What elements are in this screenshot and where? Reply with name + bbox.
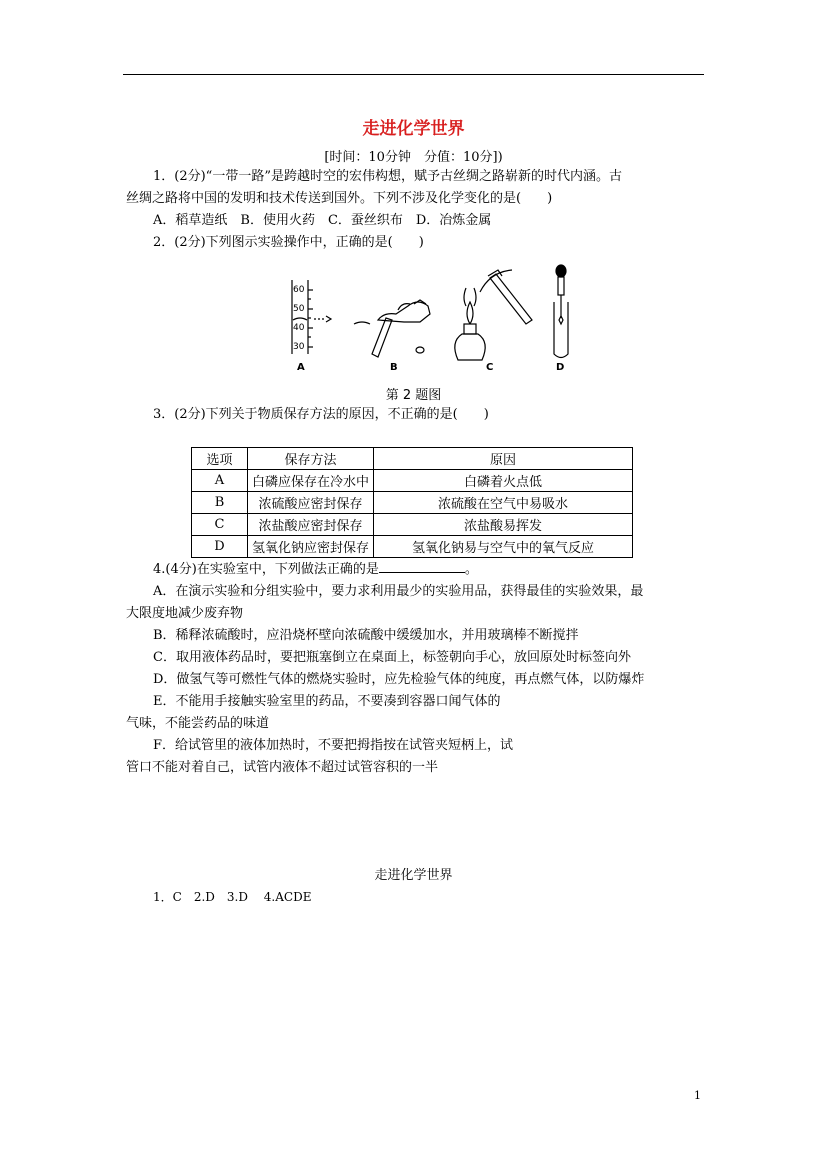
table-cell: 浓硫酸在空气中易吸水 [374, 492, 633, 514]
alcohol-lamp-drawing [455, 270, 532, 360]
table-cell: 白磷应保存在冷水中 [248, 470, 374, 492]
tick-60: 60 [293, 285, 305, 295]
q4-stem-text: 4.(4分)在实验室中，下列做法正确的是 [153, 562, 379, 577]
table-cell: C [192, 514, 248, 536]
q4-option-f-line1: F．给试管里的液体加热时，不要把拇指按在试管夹短柄上，试 [153, 738, 514, 753]
q4-option-e-line1: E．不能用手接触实验室里的药品，不要凑到容器口闻气体的 [153, 694, 501, 709]
figure-label-a: A [297, 362, 305, 373]
answer-blank [379, 560, 465, 573]
header-rule [123, 74, 704, 75]
table-row [192, 514, 633, 536]
time-score-info: [时间：10分钟 分值：10分]) [324, 150, 503, 165]
figure-label-b: B [390, 362, 398, 373]
table-row [192, 492, 633, 514]
q4-option-c: C．取用液体药品时，要把瓶塞倒立在桌面上，标签朝向手心，放回原处时标签向外 [153, 650, 631, 665]
table-cell: A [192, 470, 248, 492]
q2-figure [280, 262, 580, 374]
dropper-tube-drawing [554, 265, 568, 358]
figure-label-c: C [486, 362, 494, 373]
q4-stem-end: 。 [464, 562, 478, 577]
q4-option-a-line2: 大限度地减少废弃物 [126, 606, 244, 621]
table-header-cell: 原因 [374, 448, 633, 470]
table-cell: 浓盐酸易挥发 [374, 514, 633, 536]
page-title: 走进化学世界 [362, 119, 465, 139]
table-row [192, 536, 633, 558]
table-cell: 浓盐酸应密封保存 [248, 514, 374, 536]
tick-30: 30 [293, 342, 305, 352]
table-header-cell: 选项 [192, 448, 248, 470]
answer-section-title: 走进化学世界 [374, 868, 453, 883]
figure-label-d: D [556, 362, 565, 373]
table-cell: 浓硫酸应密封保存 [248, 492, 374, 514]
q4-option-a-line1: A．在演示实验和分组实验中，要力求利用最少的实验用品，获得最佳的实验效果，最 [153, 584, 644, 599]
q4-option-f-line2: 管口不能对着自己，试管内液体不超过试管容积的一半 [126, 760, 439, 775]
q1-options: A．稻草造纸 B．使用火药 C．蚕丝织布 D．冶炼金属 [153, 213, 492, 228]
q4-option-e-line2: 气味，不能尝药品的味道 [126, 716, 270, 731]
table-cell: 氢氧化钠应密封保存 [248, 536, 374, 558]
page-number: 1 [694, 1089, 701, 1102]
q3-stem: 3．(2分)下列关于物质保存方法的原因，不正确的是( ) [153, 407, 489, 422]
q4-option-b: B．稀释浓硫酸时，应沿烧杯壁向浓硫酸中缓缓加水，并用玻璃棒不断搅拌 [153, 628, 579, 643]
table-cell: 白磷着火点低 [374, 470, 633, 492]
answer-key: 1．C 2.D 3.D 4.ACDE [153, 890, 312, 904]
table-cell: D [192, 536, 248, 558]
table-header-row [192, 448, 633, 470]
tick-40: 40 [293, 323, 305, 333]
table-header-cell: 保存方法 [248, 448, 374, 470]
table-row [192, 470, 633, 492]
figure-caption: 第 2 题图 [385, 388, 442, 403]
q4-stem [153, 560, 478, 580]
q1-line1: 1．(2分)“一带一路”是跨越时空的宏伟构想，赋予古丝绸之路崭新的时代内涵。古 [153, 169, 622, 184]
table-cell: 氢氧化钠易与空气中的氧气反应 [374, 536, 633, 558]
q4-option-d: D．做氢气等可燃性气体的燃烧实验时，应先检验气体的纯度，再点燃气体，以防爆炸 [153, 672, 645, 687]
storage-table [191, 447, 633, 558]
test-tube-stopper-drawing [354, 300, 430, 357]
table-cell: B [192, 492, 248, 514]
q1-line2: 丝绸之路将中国的发明和技术传送到国外。下列不涉及化学变化的是( ) [126, 191, 553, 206]
q2-stem: 2．(2分)下列图示实验操作中，正确的是( ) [153, 235, 424, 250]
tick-50: 50 [293, 304, 305, 314]
